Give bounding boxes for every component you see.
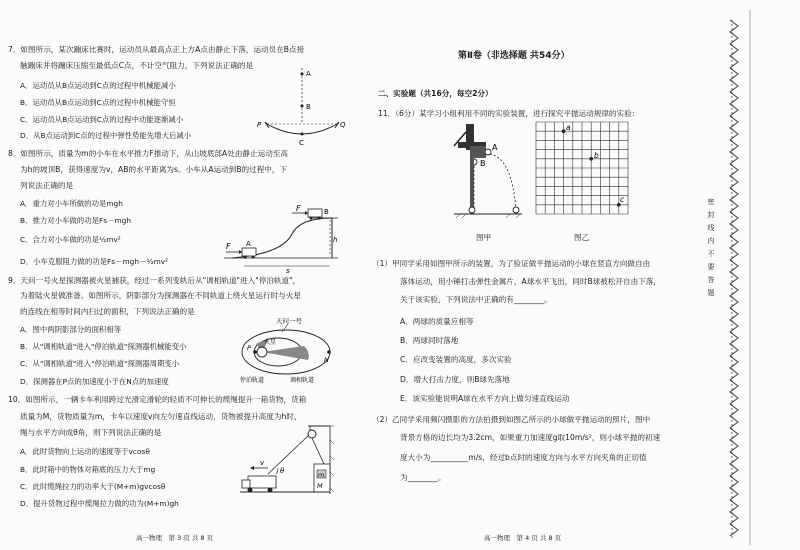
q8-label-h: h xyxy=(333,236,338,244)
q7-stem-line1: 7．如图所示，某次蹦床比赛时，运动员从最高点正上方A点由静止下落，运动员在B点接 xyxy=(8,45,305,54)
left-page-footer: 高一物理 第 3 页 共 8 页 xyxy=(136,534,214,542)
q11-jia-label-b: B xyxy=(480,159,486,168)
q8-option-b: B．推力对小车做的功是Fs－mgh xyxy=(20,216,132,225)
q11-figure-jia xyxy=(450,122,526,222)
q9-stem-line3: 的连线在相等时间内扫过的面积，下列说法正确的是 xyxy=(20,307,195,316)
q7-label-a: A xyxy=(306,70,311,78)
q7-option-a: A．运动员从B点运动到C点的过程中机械能减小 xyxy=(20,81,176,90)
q11-option-c: C．应改变装置的高度，多次实验 xyxy=(400,355,512,364)
q7-stem-line2: 触蹦床并将蹦床压缩至最低点C点，不计空气阻力，下列说法正确的是 xyxy=(20,61,254,70)
q10-stem-line2: 质量为M，货物质量为m，卡车以速度v向左匀速直线运动，货物被提升高度为h时， xyxy=(20,412,302,421)
q7-label-b: B xyxy=(306,103,311,111)
q11-yi-label-c: c xyxy=(620,195,625,204)
q9-label-n: N xyxy=(324,356,329,364)
binding-char-8: 题 xyxy=(707,289,715,297)
q7-label-p: P xyxy=(257,121,262,129)
q8-label-f1: F xyxy=(226,242,231,251)
q11-part2-line4: 为________。 xyxy=(400,473,446,482)
binding-char-1: 密 xyxy=(707,198,715,206)
q9-option-b: B．从"调相轨道"进入"停泊轨道"探测器机械能变小 xyxy=(20,342,187,351)
q11-yi-label-b: b xyxy=(594,151,599,160)
q11-part2-line2: 背景方格的边长均为3.2cm，如果重力加速度g取10m/s²，则小球平抛的初速 xyxy=(400,433,661,442)
q7-trampoline-figure xyxy=(255,64,350,148)
q7-label-q: Q xyxy=(340,121,346,129)
binding-strip xyxy=(722,0,800,550)
binding-char-2: 封 xyxy=(707,211,715,219)
q10-option-c: C．此时缆绳拉力的功率大于(M+m)gvcosθ xyxy=(20,482,166,491)
q10-label-big-m: M xyxy=(317,482,323,490)
right-page xyxy=(358,0,720,550)
q10-pulley-figure xyxy=(238,420,338,498)
q8-option-d: D．小车克服阻力做的功是Fs－mgh－½mv² xyxy=(20,257,169,266)
q9-label-p: P xyxy=(247,344,251,352)
q9-stem-line2: 为着陆火星做准备。如图所示，阴影部分为探测器在不同轨道上绕火星运行时与火星 xyxy=(20,291,301,300)
q8-stem-line1: 8．如图所示，质量为m的小车在水平推力F推动下，从山坡底部A处由静止运动至高 xyxy=(8,149,288,158)
q7-option-d: D．从B点运动到C点的过程中弹性势能先增大后减小 xyxy=(20,131,192,140)
q11-part2-line3: 度大小为__________m/s，经过b点时的速度方向与水平方向夹角的正切值 xyxy=(400,453,647,462)
q8-label-f2: F xyxy=(296,204,301,213)
q9-option-d: D．探测器在P点的加速度小于在N点的加速度 xyxy=(20,377,169,386)
q11-option-a: A．两球的质量应相等 xyxy=(400,317,474,326)
q8-option-c: C．合力对小车做的功是½mv² xyxy=(20,235,121,244)
q11-option-e: E．该实验能说明A球在水平方向上做匀速直线运动 xyxy=(400,394,570,403)
q7-option-b: B．运动员从B点运动到C点的过程中机械能守恒 xyxy=(20,98,176,107)
q9-label-tianwen: 天问一号 xyxy=(276,317,302,325)
q11-part1-line3: 关于该实验，下列说法中正确的有________。 xyxy=(400,295,552,304)
q11-part1-line1: （1）甲同学采用如图甲所示的装置，为了验证做平抛运动的小球在竖直方向做自由 xyxy=(372,259,651,268)
q8-slope-figure xyxy=(222,204,340,274)
q11-yi-label-a: a xyxy=(566,123,571,132)
binding-char-3: 线 xyxy=(707,224,715,232)
binding-char-4: 内 xyxy=(707,237,715,245)
q10-stem-line1: 10．如图所示，一辆卡车利用跨过光滑定滑轮的轻质不可伸长的缆绳提升一箱货物，货箱 xyxy=(8,395,307,404)
q10-label-v: v xyxy=(260,459,265,467)
q9-label-orbit1: 停泊轨道 xyxy=(240,377,265,384)
q8-label-s: s xyxy=(286,267,290,274)
binding-char-7: 答 xyxy=(707,276,715,284)
subsection-title: 二、实验题（共16分，每空2分） xyxy=(378,89,493,98)
q10-label-m: m xyxy=(318,471,325,479)
q8-option-a: A．重力对小车所做的功是mgh xyxy=(20,199,123,208)
q10-label-theta: θ xyxy=(280,467,285,475)
q8-stem-line3: 列说法正确的是 xyxy=(20,181,74,190)
q10-option-a: A．此时货物向上运动的速度等于vcosθ xyxy=(20,447,150,456)
q11-jia-label-a: A xyxy=(492,143,498,152)
q11-option-b: B．两球同时落地 xyxy=(400,336,459,345)
q7-label-c: C xyxy=(299,139,304,147)
right-page-footer: 高一物理 第 4 页 共 8 页 xyxy=(484,534,562,542)
binding-char-5: 不 xyxy=(707,250,715,258)
binding-notice xyxy=(704,196,718,300)
q9-label-orbit2: 调相轨道 xyxy=(290,377,315,384)
q7-option-c: C．运动员从B点运动到C点的过程中动能逐渐减小 xyxy=(20,115,184,124)
q11-stem: 11．（6分）某学习小组利用不同的实验装置，进行探究平抛运动规律的实验： xyxy=(378,109,640,118)
q11-part2-line1: （2）乙同学采用频闪摄影的方法拍摄到如图乙所示的小球做平抛运动的照片，图中 xyxy=(372,415,651,424)
q11-figure-yi-grid xyxy=(534,120,630,216)
q8-label-a: A xyxy=(246,240,251,248)
q11-figure-yi-caption: 图乙 xyxy=(574,233,590,242)
q10-stem-line3: 绳与水平方向成θ角，则下列说法正确的是 xyxy=(20,428,162,437)
q8-stem-line2: 为h的坡顶B，获得速度为v，AB的水平距离为s。小车从A运动到B的过程中，下 xyxy=(20,165,288,174)
q9-label-mars: 火星 xyxy=(264,339,277,346)
binding-char-6: 要 xyxy=(707,263,715,271)
q9-orbit-figure xyxy=(238,314,334,386)
q9-option-a: A．图中两阴影部分的面积相等 xyxy=(20,325,122,334)
q10-option-b: B．此时箱中的物体对箱底的压力大于mg xyxy=(20,465,156,474)
q11-option-d: D．增大打击力度，则B球先落地 xyxy=(400,375,510,384)
q8-label-b: B xyxy=(324,208,329,216)
q11-part1-line2: 落体运动，用小锤打击弹性金属片，A球水平飞出，同时B球被松开自由下落， xyxy=(400,277,661,286)
left-page xyxy=(0,0,352,550)
q10-option-d: D．提升货物过程中缆绳拉力做的功为(M+m)gh xyxy=(20,499,179,508)
q11-figure-jia-caption: 图甲 xyxy=(476,233,492,242)
q9-option-c: C．从"调相轨道"进入"停泊轨道"探测器周期变小 xyxy=(20,359,180,368)
q9-stem-line1: 9．天问一号火星探测器被火星捕获，经过一系列变轨后从"调相轨道"进入"停泊轨道"， xyxy=(8,276,301,285)
section-title: 第Ⅱ卷（非选择题 共54分） xyxy=(458,51,570,61)
